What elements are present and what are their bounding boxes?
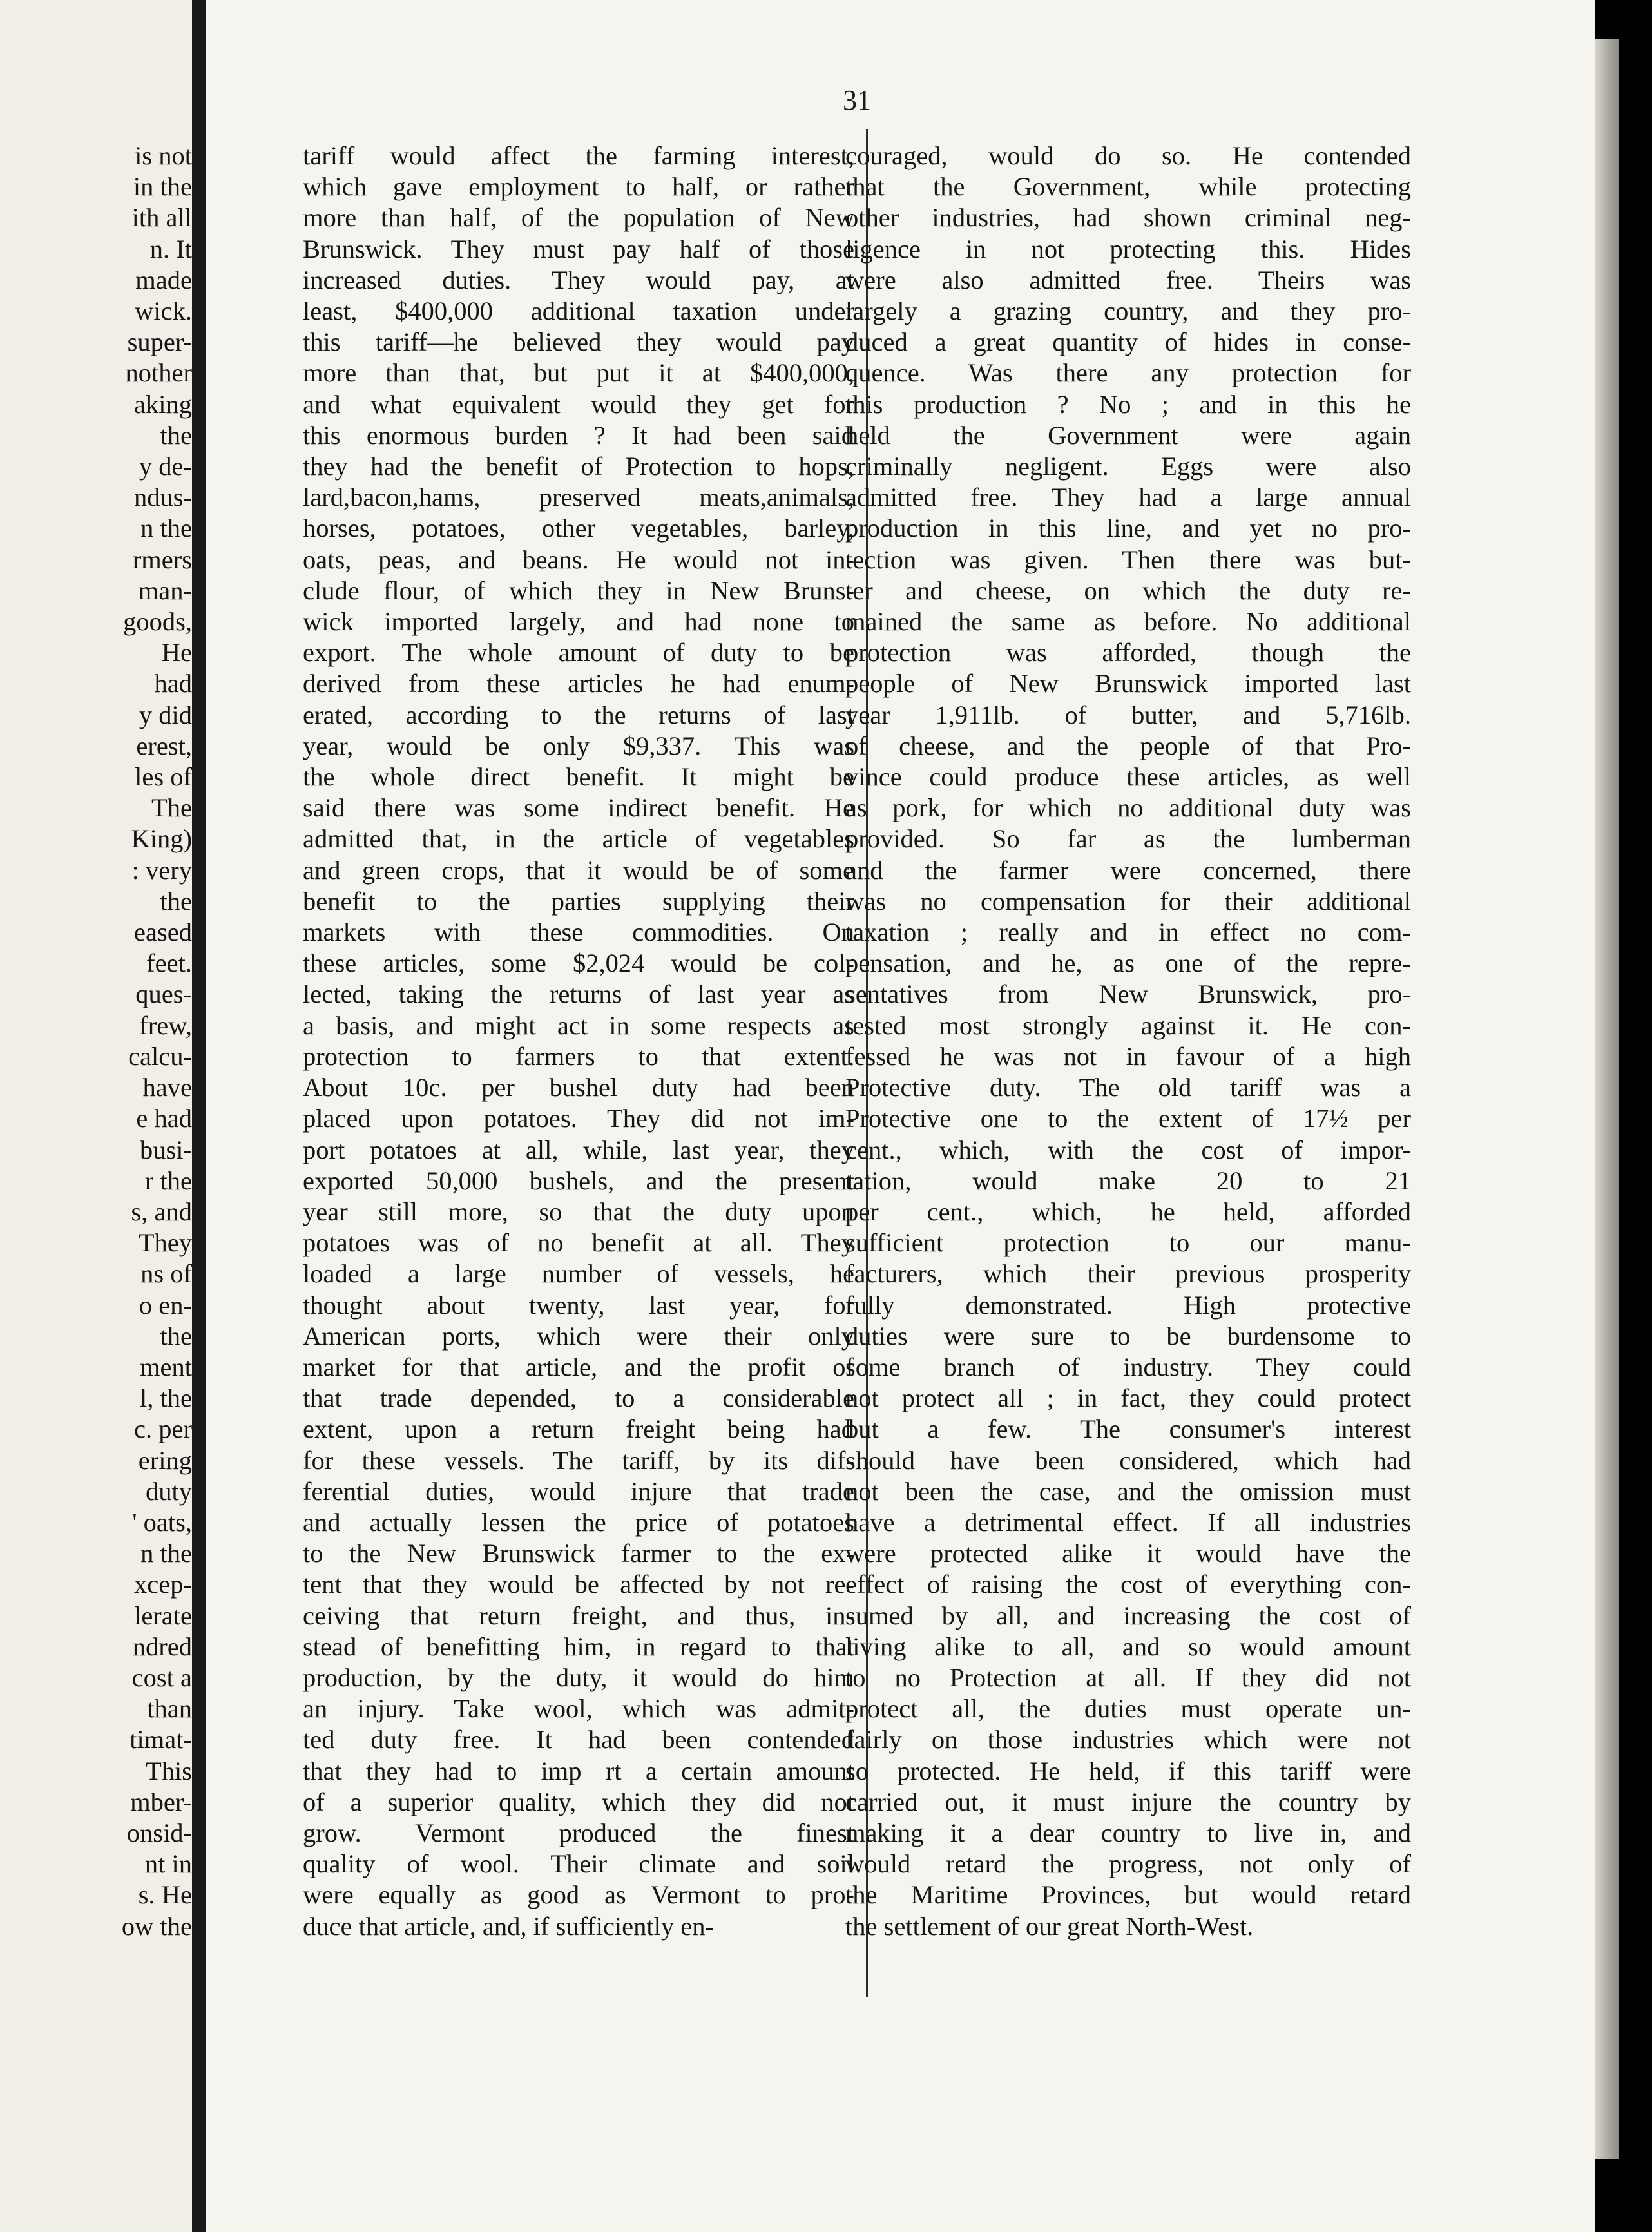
text-line: criminally negligent. Eggs were also <box>845 452 1411 481</box>
text-line: production, by the duty, it would do him <box>303 1662 854 1692</box>
text-line: said there was some indirect benefit. He <box>303 793 854 823</box>
text-line: living alike to all, and so would amount <box>845 1631 1411 1661</box>
previous-page-line: goods, <box>123 607 192 637</box>
text-line: making it a dear country to live in, and <box>845 1818 1411 1847</box>
text-line: pensation, and he, as one of the repre- <box>845 948 1411 978</box>
text-line: grow. Vermont produced the finest <box>303 1818 854 1847</box>
text-line: admitted that, in the article of vegetables <box>303 824 854 854</box>
previous-page-line: mber- <box>130 1787 192 1816</box>
text-line: duced a great quantity of hides in conse- <box>845 327 1411 357</box>
previous-page-line: onsid- <box>126 1818 192 1847</box>
previous-page-line: had <box>154 669 192 698</box>
previous-page-line: n the <box>140 1539 192 1568</box>
previous-page-line: r the <box>144 1166 192 1195</box>
text-line: tested most strongly against it. He con- <box>845 1010 1411 1040</box>
text-line: some branch of industry. They could <box>845 1352 1411 1381</box>
text-line: which gave employment to half, or rather <box>303 172 854 202</box>
text-line: derived from these articles he had enum- <box>303 669 854 698</box>
previous-page-line: eased <box>134 918 192 947</box>
text-line: have a detrimental effect. If all industries <box>845 1507 1411 1537</box>
text-line: Protective duty. The old tariff was a <box>845 1073 1411 1102</box>
text-line: people of New Brunswick imported last <box>845 669 1411 698</box>
text-line: export. The whole amount of duty to be <box>303 638 854 668</box>
previous-page-line: King) <box>131 824 192 854</box>
text-line: horses, potatoes, other vegetables, barley, <box>303 514 854 543</box>
previous-page-line: the <box>160 1321 192 1351</box>
previous-page-line: l, the <box>140 1383 192 1413</box>
text-line: lected, taking the returns of last year as <box>303 979 854 1009</box>
text-line: and green crops, that it would be of some <box>303 855 854 885</box>
text-line: that the Government, while protecting <box>845 172 1411 202</box>
text-line: were equally as good as Vermont to pro- <box>303 1880 854 1910</box>
previous-page-line: feet. <box>146 948 192 978</box>
previous-page-line: y de- <box>139 452 192 481</box>
text-line: as pork, for which no additional duty was <box>845 793 1411 823</box>
left-column <box>303 140 854 1942</box>
previous-page-line: s, and <box>131 1197 192 1226</box>
text-line: oats, peas, and beans. He would not in- <box>303 544 854 574</box>
text-line: market for that article, and the profit of <box>303 1352 854 1381</box>
text-line: to no Protection at all. If they did not <box>845 1662 1411 1692</box>
text-line: cent., which, with the cost of impor- <box>845 1135 1411 1164</box>
text-line: this enormous burden ? It had been said <box>303 420 854 450</box>
text-line: ligence in not protecting this. Hides <box>845 234 1411 264</box>
previous-page-line: ith all <box>131 203 192 233</box>
text-line: vince could produce these articles, as well <box>845 762 1411 792</box>
text-line: that trade depended, to a considerable <box>303 1383 854 1413</box>
text-line: carried out, it must injure the country by <box>845 1787 1411 1816</box>
text-line: year 1,911lb. of butter, and 5,716lb. <box>845 700 1411 729</box>
text-line: should have been considered, which had <box>845 1445 1411 1475</box>
previous-page-line: duty <box>145 1476 192 1506</box>
text-line: quence. Was there any protection for <box>845 358 1411 388</box>
text-line: potatoes was of no benefit at all. They <box>303 1228 854 1258</box>
previous-page-line: made <box>135 265 192 294</box>
previous-page-line: lerate <box>134 1601 192 1630</box>
text-line: fessed he was not in favour of a high <box>845 1041 1411 1071</box>
previous-page-line: ' oats, <box>132 1507 192 1537</box>
text-line: About 10c. per bushel duty had been <box>303 1073 854 1102</box>
previous-page-line: He <box>161 638 192 668</box>
previous-page-line: the <box>160 420 192 450</box>
text-line: quality of wool. Their climate and soil <box>303 1849 854 1879</box>
text-line: production in this line, and yet no pro- <box>845 514 1411 543</box>
text-line: these articles, some $2,024 would be col- <box>303 948 854 978</box>
text-line: loaded a large number of vessels, he <box>303 1259 854 1289</box>
text-line: sentatives from New Brunswick, pro- <box>845 979 1411 1009</box>
text-line: couraged, would do so. He contended <box>845 141 1411 170</box>
previous-page-line: les of <box>135 762 192 792</box>
previous-page-line: frew, <box>139 1010 192 1040</box>
previous-page-line: than <box>147 1694 192 1724</box>
text-line: this tariff—he believed they would pay <box>303 327 854 357</box>
text-line: admitted free. They had a large annual <box>845 483 1411 512</box>
text-line: Brunswick. They must pay half of those <box>303 234 854 264</box>
text-line: tariff would affect the farming interest, <box>303 141 854 170</box>
text-line: that they had to imp rt a certain amount <box>303 1756 854 1785</box>
page-edge <box>1595 39 1619 2159</box>
text-line: held the Government were again <box>845 420 1411 450</box>
text-line: extent, upon a return freight being had <box>303 1414 854 1444</box>
previous-page-line: ns of <box>140 1259 192 1289</box>
text-line: but a few. The consumer's interest <box>845 1414 1411 1444</box>
text-line: ferential duties, would injure that trade <box>303 1476 854 1506</box>
text-line: thought about twenty, last year, for <box>303 1290 854 1320</box>
text-line: protection was afforded, though the <box>845 638 1411 668</box>
text-line: to the New Brunswick farmer to the ex- <box>303 1539 854 1568</box>
previous-page-line: busi- <box>140 1135 192 1164</box>
previous-page-line: ow the <box>121 1911 192 1941</box>
text-line: they had the benefit of Protection to hops, <box>303 452 854 481</box>
previous-page-line: : very <box>131 855 192 885</box>
previous-page-line: super- <box>127 327 192 357</box>
text-line: exported 50,000 bushels, and the present <box>303 1166 854 1195</box>
text-line: American ports, which were their only <box>303 1321 854 1351</box>
previous-page-line: the <box>160 886 192 916</box>
previous-page-line: ment <box>140 1352 192 1381</box>
text-line: was no compensation for their additional <box>845 886 1411 916</box>
text-line: year, would be only $9,337. This was <box>303 731 854 760</box>
previous-page-line: wick. <box>135 296 192 326</box>
text-line: other industries, had shown criminal neg- <box>845 203 1411 233</box>
text-line: increased duties. They would pay, at <box>303 265 854 294</box>
text-line: Protective one to the extent of 17½ per <box>845 1104 1411 1133</box>
text-line: of cheese, and the people of that Pro- <box>845 731 1411 760</box>
text-line: taxation ; really and in effect no com- <box>845 918 1411 947</box>
text-line: would retard the progress, not only of <box>845 1849 1411 1879</box>
text-line: benefit to the parties supplying their <box>303 886 854 916</box>
text-line: provided. So far as the lumberman <box>845 824 1411 854</box>
previous-page-line: rmers <box>132 544 192 574</box>
text-line: placed upon potatoes. They did not im- <box>303 1104 854 1133</box>
previous-page-line: They <box>138 1228 192 1258</box>
previous-page-line: n the <box>140 514 192 543</box>
previous-page-line: nother <box>125 358 192 388</box>
previous-page-line: This <box>145 1756 192 1785</box>
page-number: 31 <box>843 84 871 116</box>
text-line: for these vessels. The tariff, by its dif- <box>303 1445 854 1475</box>
text-line: a basis, and might act in some respects as <box>303 1010 854 1040</box>
previous-page-line: timat- <box>130 1725 192 1755</box>
text-line: more than that, but put it at $400,000, <box>303 358 854 388</box>
text-line: least, $400,000 additional taxation under <box>303 296 854 326</box>
text-line: an injury. Take wool, which was admit- <box>303 1694 854 1724</box>
text-line: tent that they would be affected by not re- <box>303 1570 854 1599</box>
text-line: tection was given. Then there was but- <box>845 544 1411 574</box>
previous-page <box>0 0 192 2232</box>
text-line: clude flour, of which they in New Bruns- <box>303 575 854 605</box>
previous-page-line: xcep- <box>134 1570 192 1599</box>
text-line: year still more, so that the duty upon <box>303 1197 854 1226</box>
text-line: fully demonstrated. High protective <box>845 1290 1411 1320</box>
previous-page-line: in the <box>133 172 192 202</box>
previous-page-line: calcu- <box>128 1041 192 1071</box>
text-line: were also admitted free. Theirs was <box>845 265 1411 294</box>
previous-page-line: is not <box>135 141 192 170</box>
previous-page-line: y did <box>139 700 192 729</box>
text-line: markets with these commodities. On <box>303 918 854 947</box>
text-line: more than half, of the population of New <box>303 203 854 233</box>
previous-page-line: The <box>151 793 192 823</box>
previous-page-line: ndred <box>132 1631 192 1661</box>
text-line: facturers, which their previous prosperity <box>845 1259 1411 1289</box>
text-line: duties were sure to be burdensome to <box>845 1321 1411 1351</box>
text-line: this production ? No ; and in this he <box>845 389 1411 419</box>
text-line: stead of benefitting him, in regard to that <box>303 1631 854 1661</box>
previous-page-line: e had <box>136 1104 192 1133</box>
previous-page-line: s. He <box>138 1880 192 1910</box>
text-line: were protected alike it would have the <box>845 1539 1411 1568</box>
text-line: and actually lessen the price of potatoes <box>303 1507 854 1537</box>
right-column <box>845 140 1411 1942</box>
text-line: largely a grazing country, and they pro- <box>845 296 1411 326</box>
text-line: the settlement of our great North-West. <box>845 1911 1254 1941</box>
previous-page-line: ndus- <box>134 483 192 512</box>
previous-page-line: ques- <box>135 979 192 1009</box>
text-line: and the farmer were concerned, there <box>845 855 1411 885</box>
previous-page-line: have <box>142 1073 192 1102</box>
previous-page-line: man- <box>138 575 192 605</box>
text-line: erated, according to the returns of last <box>303 700 854 729</box>
previous-page-line: ering <box>138 1445 192 1475</box>
text-line: and what equivalent would they get for <box>303 389 854 419</box>
text-line: fairly on those industries which were not <box>845 1725 1411 1755</box>
previous-page-line: erest, <box>136 731 192 760</box>
text-line: not protect all ; in fact, they could protect <box>845 1383 1411 1413</box>
text-line: ter and cheese, on which the duty re- <box>845 575 1411 605</box>
previous-page-text-fragment <box>63 140 192 1942</box>
text-line: mained the same as before. No additional <box>845 607 1411 637</box>
text-line: not been the case, and the omission must <box>845 1476 1411 1506</box>
text-line: the Maritime Provinces, but would retard <box>845 1880 1411 1910</box>
previous-page-line: o en- <box>139 1290 192 1320</box>
text-line: ceiving that return freight, and thus, in- <box>303 1601 854 1630</box>
book-gutter <box>192 0 206 2232</box>
previous-page-line: nt in <box>144 1849 192 1879</box>
previous-page-line: cost a <box>131 1662 192 1692</box>
text-line: sumed by all, and increasing the cost of <box>845 1601 1411 1630</box>
text-line: protection to farmers to that extent. <box>303 1041 854 1071</box>
text-line: sufficient protection to our manu- <box>845 1228 1411 1258</box>
previous-page-line: c. per <box>134 1414 192 1444</box>
text-line: per cent., which, he held, afforded <box>845 1197 1411 1226</box>
previous-page-line: n. It <box>149 234 192 264</box>
text-line: protect all, the duties must operate un- <box>845 1694 1411 1724</box>
text-line: of a superior quality, which they did not <box>303 1787 854 1816</box>
text-line: port potatoes at all, while, last year, they <box>303 1135 854 1164</box>
text-line: duce that article, and, if sufficiently en- <box>303 1911 714 1941</box>
text-line: tation, would make 20 to 21 <box>845 1166 1411 1195</box>
text-line: so protected. He held, if this tariff were <box>845 1756 1411 1785</box>
text-line: the whole direct benefit. It might be <box>303 762 854 792</box>
text-line: lard,bacon,hams, preserved meats,animals, <box>303 483 854 512</box>
text-line: ted duty free. It had been contended <box>303 1725 854 1755</box>
previous-page-line: aking <box>134 389 192 419</box>
text-line: wick imported largely, and had none to <box>303 607 854 637</box>
text-line: effect of raising the cost of everything con- <box>845 1570 1411 1599</box>
